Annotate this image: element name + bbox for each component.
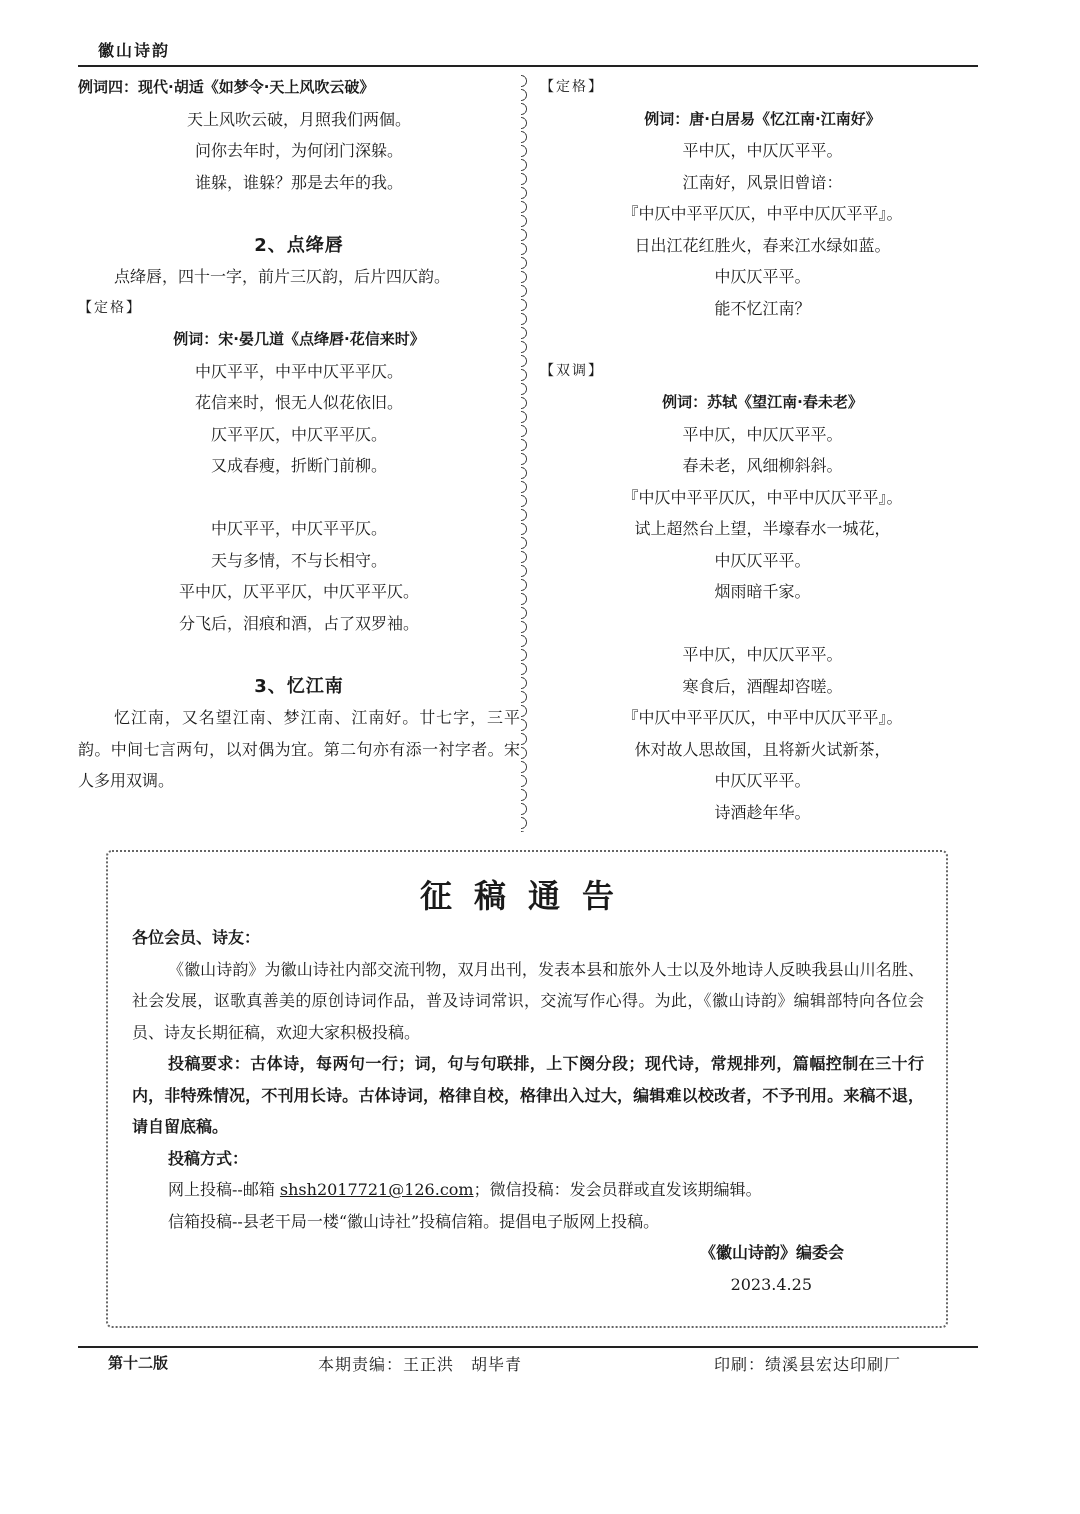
poem-line: 休对故人思故国，且将新火试新茶， xyxy=(634,739,891,759)
example-title: 例词：苏轼《望江南·春未老》 xyxy=(662,393,863,411)
poem-line: 中仄仄平平。 xyxy=(714,267,811,286)
column-divider xyxy=(521,74,535,832)
poem-line: 江南好，风景旧曾谙： xyxy=(682,172,843,192)
poem-line: 平中仄，中仄仄平平。 xyxy=(682,424,843,444)
editorial-board-signature: 《徽山诗韵》编委会 xyxy=(699,1243,844,1262)
dingge-label: 【定格】 xyxy=(78,299,142,316)
poem-line: 寒食后，酒醒却咨嗟。 xyxy=(682,676,843,696)
submission-requirements: 投稿要求：古体诗，每两句一行；词，句与句联排，上下阕分段；现代诗，常规排列，篇幅控制在三十行内，非特殊情况，不刊用长诗。古体诗词，格律自校，格律出入过大，编辑难以校改者，不予刊用。来稿不退，请自留底稿。 xyxy=(132,1054,924,1136)
printer-credit: 印刷：绩溪县宏达印刷厂 xyxy=(714,1355,902,1374)
editors-credit: 本期责编：王正洪 胡毕青 xyxy=(318,1355,523,1374)
poem-line: 仄平平仄，中仄平平仄。 xyxy=(210,424,387,444)
shuangdiao-label: 【双调】 xyxy=(540,362,604,379)
poem-line: 日出江花红胜火，春来江水绿如蓝。 xyxy=(634,235,891,255)
publication-name: 徽山诗韵 xyxy=(98,41,171,60)
poem-line: 中仄平平，中仄平平仄。 xyxy=(210,519,387,538)
left-column xyxy=(78,72,520,797)
poem-line: 谁躲，谁躲？那是去年的我。 xyxy=(194,172,403,192)
header-rule xyxy=(78,65,978,67)
notice-title: 征稿通告 xyxy=(419,877,636,915)
poem-line: 问你去年时，为何闭门深躲。 xyxy=(194,141,403,160)
poem-line: 中仄平平，中平中仄平平仄。 xyxy=(194,361,403,381)
poem-line: 中仄仄平平。 xyxy=(714,550,811,570)
poem-line: 诗酒趁年华。 xyxy=(714,802,811,822)
online-submission-line xyxy=(132,1174,924,1206)
section-description: 点绛唇，四十一字，前片三仄韵，后片四仄韵。 xyxy=(114,267,451,286)
example4-title: 例词四：现代·胡适《如梦令·天上风吹云破》 xyxy=(78,78,375,96)
poem-line: 春未老，风细柳斜斜。 xyxy=(682,456,843,475)
right-column xyxy=(540,72,985,828)
poem-line: 『中仄中平平仄仄，中平中仄仄平平』。 xyxy=(622,708,903,727)
poem-line: 『中仄中平平仄仄，中平中仄仄平平』。 xyxy=(622,204,903,223)
poem-line: 天上风吹云破，月照我们两個。 xyxy=(186,109,411,129)
call-for-submissions-box xyxy=(106,850,948,1328)
poem-line: 平中仄，中仄仄平平。 xyxy=(682,141,843,160)
poem-line: 平中仄，仄平平仄，中仄平平仄。 xyxy=(178,582,419,601)
poem-line: 平中仄，中仄仄平平。 xyxy=(682,645,843,664)
poem-line: 花信来时，恨无人似花依旧。 xyxy=(194,393,403,412)
poem-line: 能不忆江南？ xyxy=(714,298,811,318)
section-heading-yijiangnan: 3、忆江南 xyxy=(254,675,344,697)
example-title: 例词：宋·晏几道《点绛唇·花信来时》 xyxy=(173,330,425,348)
mail-submission-line: 信箱投稿--县老干局一楼“徽山诗社”投稿信箱。提倡电子版网上投稿。 xyxy=(168,1211,660,1231)
notice-date: 2023.4.25 xyxy=(730,1274,812,1294)
online-suffix: ；微信投稿：发会员群或直发该期编辑。 xyxy=(473,1180,762,1199)
poem-line: 分飞后，泪痕和酒，占了双罗袖。 xyxy=(178,613,419,633)
example-title: 例词：唐·白居易《忆江南·江南好》 xyxy=(644,109,881,128)
poem-line: 『中仄中平平仄仄，中平中仄仄平平』。 xyxy=(622,487,903,507)
dingge-label: 【定格】 xyxy=(540,79,604,95)
footer-rule xyxy=(78,1346,978,1348)
notice-greeting: 各位会员、诗友： xyxy=(132,928,261,947)
section-heading-dianjiangchun: 2、点绛唇 xyxy=(254,234,344,256)
submission-method-label: 投稿方式： xyxy=(168,1148,249,1168)
notice-paragraph: 《徽山诗韵》为徽山诗社内部交流刊物，双月出刊，发表本县和旅外人士以及外地诗人反映我县山川名胜、社会发展，讴歌真善美的原创诗词作品，普及诗词常识，交流写作心得。为此，《徽山诗韵》编辑部特向各位会员、诗友长期征稿，欢迎大家积极投稿。 xyxy=(132,959,924,1042)
email-link[interactable]: shsh2017721@126.com xyxy=(279,1180,474,1199)
poem-line: 烟雨暗千家。 xyxy=(714,582,811,601)
section-description: 忆江南，又名望江南、梦江南、江南好。廿七字，三平韵。中间七言两句，以对偶为宜。第二句亦有添一衬字者。宋人多用双调。 xyxy=(78,708,520,790)
poem-line: 又成春瘦，折断门前柳。 xyxy=(210,456,387,475)
poem-line: 天与多情，不与长相守。 xyxy=(210,550,387,570)
page-number: 第十二版 xyxy=(108,1354,169,1372)
poem-line: 中仄仄平平。 xyxy=(714,771,811,790)
online-prefix: 网上投稿--邮箱 xyxy=(168,1180,280,1199)
poem-line: 试上超然台上望，半壕春水一城花， xyxy=(634,519,891,538)
